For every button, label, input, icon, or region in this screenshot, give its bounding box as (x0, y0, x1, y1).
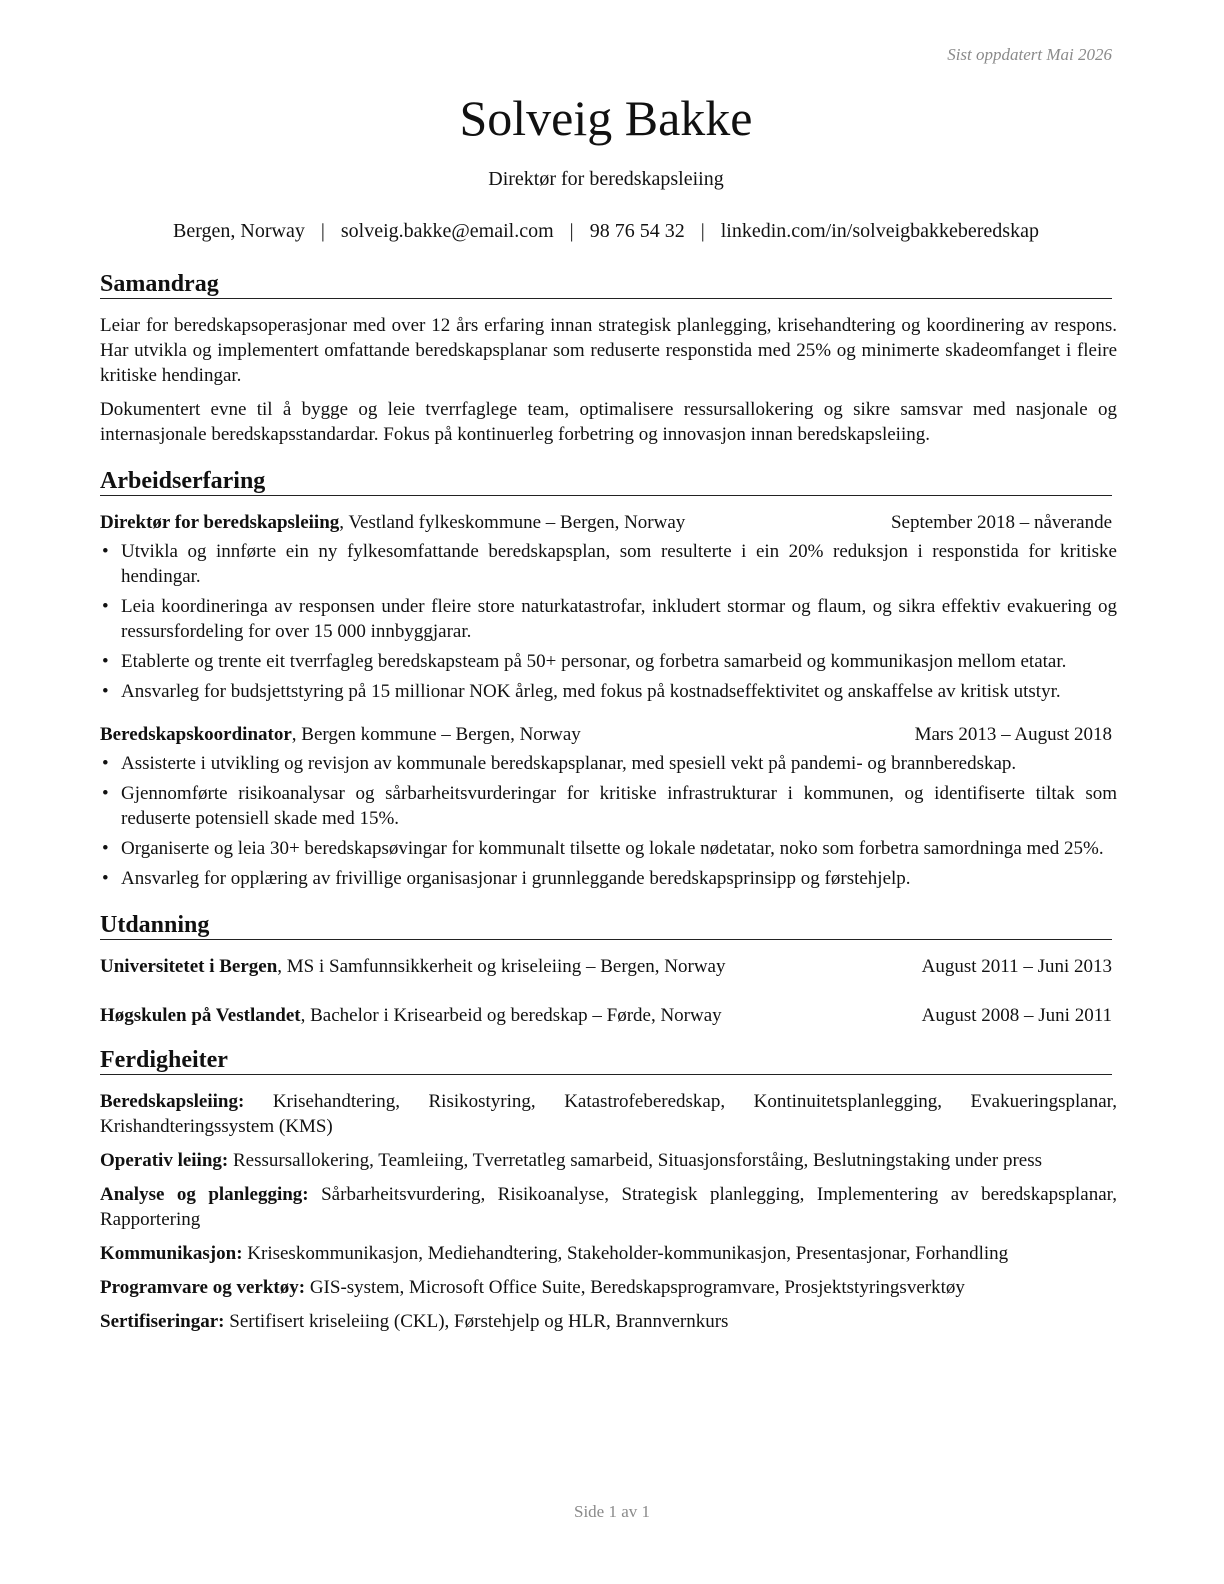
job-role: Beredskapskoordinator (100, 724, 292, 745)
education-school: Høgskulen på Vestlandet (100, 1005, 301, 1026)
contact-separator: | (700, 220, 705, 242)
section-heading-education: Utdanning (100, 911, 1112, 940)
skill-line (100, 1089, 1117, 1139)
job-role: Direktør for beredskapsleiing (100, 512, 340, 533)
job-header (100, 510, 1112, 535)
list-item: • Ansvarleg for opplæring av frivillige organisasjonar i grunnleggande beredskapsprinsipp og førstehjelp. (100, 866, 1117, 891)
page-number: Side 1 av 1 (573, 1502, 651, 1521)
contact-email[interactable]: solveig.bakke@email.com (340, 220, 554, 242)
education-entry (100, 1003, 1112, 1028)
contact-separator: | (320, 220, 325, 242)
job-header (100, 722, 1112, 747)
education-dates: August 2011 – Juni 2013 (921, 956, 1112, 977)
skill-value: Sertifisert kriseleiing (CKL), Førstehjelp og HLR, Brannvernkurs (224, 1311, 729, 1332)
skill-value: Ressursallokering, Teamleiing, Tverretatleg samarbeid, Situasjonsforståing, Beslutningstaking under press (228, 1150, 1042, 1171)
skill-label: Beredskapsleiing: (100, 1091, 245, 1112)
education-detail: , MS i Samfunnsikkerheit og kriseleiing – Bergen, Norway (277, 956, 726, 977)
section-heading-summary: Samandrag (100, 270, 1112, 299)
skill-label: Programvare og verktøy: (100, 1277, 306, 1298)
skill-label: Operativ leiing: (100, 1150, 229, 1171)
skill-value: GIS-system, Microsoft Office Suite, Beredskapsprogramvare, Prosjektstyringsverktøy (305, 1277, 965, 1298)
contact-line (100, 219, 1112, 243)
skill-line (100, 1275, 1117, 1300)
last-updated: Sist oppdatert Mai 2026 (947, 45, 1112, 64)
list-item: • Ansvarleg for budsjettstyring på 15 millionar NOK årleg, med fokus på kostnadseffektivitet og anskaffelse av kritisk utstyr. (100, 679, 1117, 704)
section-heading-experience: Arbeidserfaring (100, 467, 1112, 496)
job-org: , Bergen kommune – Bergen, Norway (291, 724, 581, 745)
list-item: • Etablerte og trente eit tverrfagleg beredskapsteam på 50+ personar, og forbetra samarbeid og kommunikasjon mellom etatar. (100, 649, 1117, 674)
list-item: • Utvikla og innførte ein ny fylkesomfattande beredskapsplan, som resulterte i ein 20% reduksjon i responstida for kritiske hendingar. (100, 539, 1117, 589)
skill-line (100, 1182, 1117, 1232)
education-school: Universitetet i Bergen (100, 956, 278, 977)
contact-location: Bergen, Norway (173, 220, 305, 242)
skill-value: Krisehandtering, Risikostyring, Katastrofeberedskap, Kontinuitetsplanlegging, Evakueringsplanar, Krishandteringssystem (KMS) (100, 1091, 1117, 1137)
education-entry (100, 954, 1112, 979)
skill-value: Kriseskommunikasjon, Mediehandtering, Stakeholder-kommunikasjon, Presentasjonar, Forhandling (242, 1243, 1009, 1264)
skill-label: Kommunikasjon: (100, 1243, 243, 1264)
candidate-name: Solveig Bakke (459, 90, 753, 146)
skill-label: Analyse og planlegging: (100, 1184, 309, 1205)
job-org: , Vestland fylkeskommune – Bergen, Norway (339, 512, 686, 533)
contact-phone: 98 76 54 32 (589, 220, 685, 242)
candidate-title: Direktør for beredskapsleiing (488, 168, 724, 190)
contact-separator: | (569, 220, 574, 242)
skill-line (100, 1309, 1117, 1334)
education-dates: August 2008 – Juni 2011 (921, 1005, 1112, 1026)
job-bullets (100, 539, 1117, 704)
skill-line (100, 1241, 1117, 1266)
list-item: • Leia koordineringa av responsen under fleire store naturkatastrofar, inkludert stormar og flaum, og sikra effektiv evakuering og ressursfordeling for over 15 000 innbyggjarar. (100, 594, 1117, 644)
job-bullets (100, 751, 1117, 891)
list-item: • Organiserte og leia 30+ beredskapsøvingar for kommunalt tilsette og lokale nødetatar, noko som forbetra samordninga med 25%. (100, 836, 1117, 861)
job-dates: Mars 2013 – August 2018 (914, 724, 1112, 745)
education-detail: , Bachelor i Krisearbeid og beredskap – Førde, Norway (300, 1005, 722, 1026)
summary-paragraph: Leiar for beredskapsoperasjonar med over 12 års erfaring innan strategisk planlegging, krisehandtering og koordinering av respons. Har utvikla og implementert omfattande beredskapsplanar som reduserte responstida med 25% og minimerte skadeomfanget i fleire kritiske hendingar. (100, 315, 1117, 386)
summary-paragraph: Dokumentert evne til å bygge og leie tverrfaglege team, optimalisere ressursallokering og sikre samsvar med nasjonale og internasjonale beredskapsstandardar. Fokus på kontinuerleg forbetring og innovasjon innan beredskapsleiing. (100, 399, 1117, 445)
section-heading-skills: Ferdigheiter (100, 1046, 1112, 1075)
skill-value: Sårbarheitsvurdering, Risikoanalyse, Strategisk planlegging, Implementering av beredskapsplanar, Rapportering (100, 1184, 1117, 1230)
list-item: • Gjennomførte risikoanalysar og sårbarheitsvurderingar for kritiske infrastrukturar i kommunen, og identifiserte tiltak som reduserte potensiell skade med 15%. (100, 781, 1117, 831)
resume-content (100, 270, 1117, 1343)
list-item: • Assisterte i utvikling og revisjon av kommunale beredskapsplanar, med spesiell vekt på pandemi- og brannberedskap. (100, 751, 1117, 776)
skill-label: Sertifiseringar: (100, 1311, 225, 1332)
contact-linkedin[interactable]: linkedin.com/in/solveigbakkeberedskap (720, 220, 1039, 242)
skill-line (100, 1148, 1117, 1173)
job-dates: September 2018 – nåverande (890, 512, 1112, 533)
